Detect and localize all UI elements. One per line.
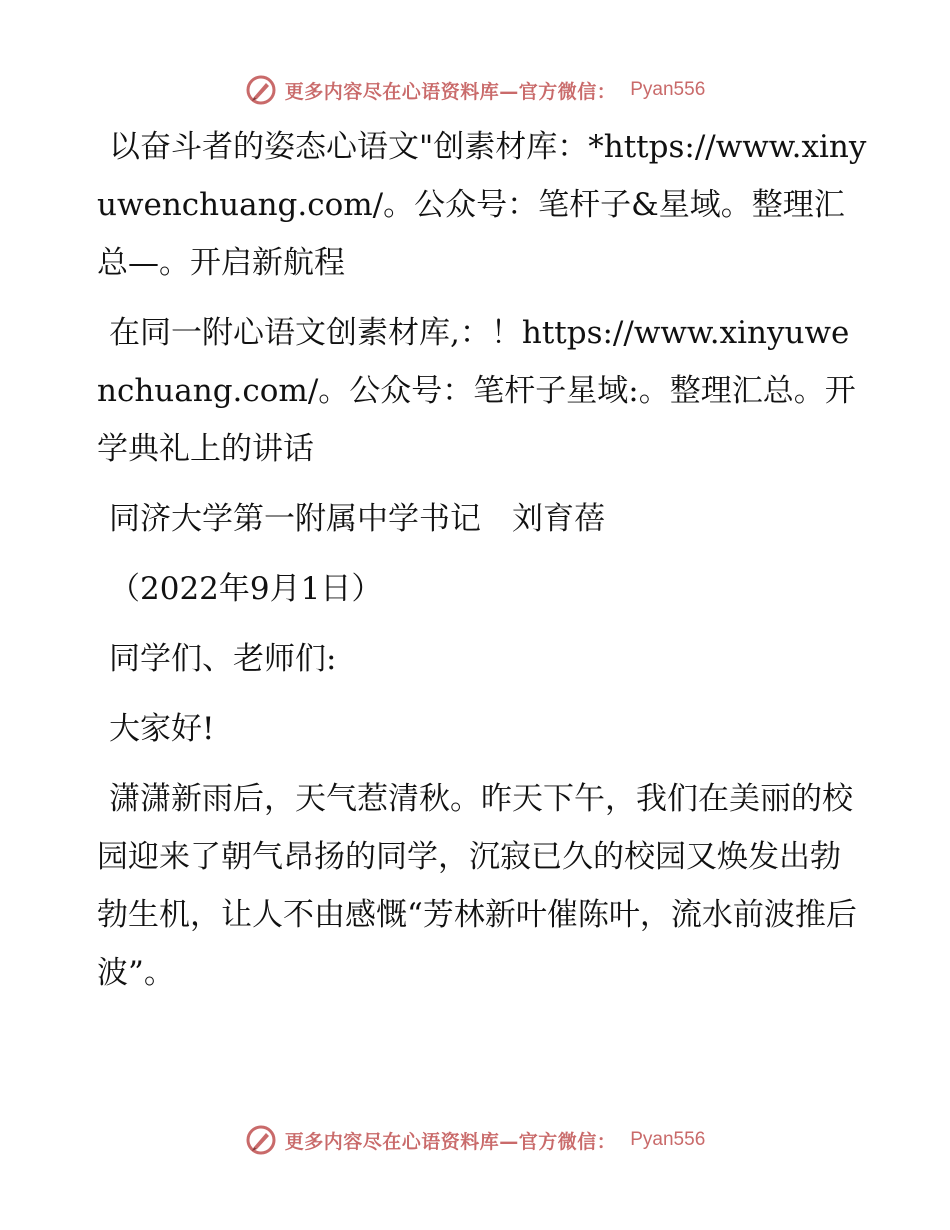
header-banner <box>0 70 950 110</box>
document-body <box>97 118 867 1002</box>
date-line: （2022年9月1日） <box>109 571 383 607</box>
paragraph-body-1: 潇潇新雨后，天气惹清秋。昨天下午，我们在美丽的校园迎来了朝气昂扬的同学，沉寂已久的校园又焕发出勃勃生机，让人不由感慨“芳林新叶催陈叶，流水前波推后波”。 <box>97 781 857 991</box>
footer-banner-text: 更多内容尽在心语资料库—官方微信： <box>284 1130 617 1153</box>
header-banner-id: Pyan556 <box>630 79 706 100</box>
paragraph-intro-2: 在同一附心语文创素材库,：！https://www.xinyuwenchuang.com/。公众号：笔杆子星域:。整理汇总。开学典礼上的讲话 <box>97 315 856 467</box>
greeting: 大家好! <box>109 711 215 747</box>
footer-banner <box>0 1120 950 1160</box>
paragraph-intro-1: 以奋斗者的姿态心语文"创素材库：*https://www.xinyuwenchuang.com/。公众号：笔杆子&星域。整理汇总—。开启新航程 <box>97 129 867 281</box>
salutation: 同学们、老师们: <box>109 641 337 677</box>
speaker-line: 同济大学第一附属中学书记 刘育蓓 <box>109 501 605 537</box>
header-banner-text: 更多内容尽在心语资料库—官方微信： <box>284 80 617 103</box>
pen-logo-icon <box>245 74 277 106</box>
pen-logo-icon <box>245 1124 277 1156</box>
footer-banner-id: Pyan556 <box>630 1129 706 1150</box>
